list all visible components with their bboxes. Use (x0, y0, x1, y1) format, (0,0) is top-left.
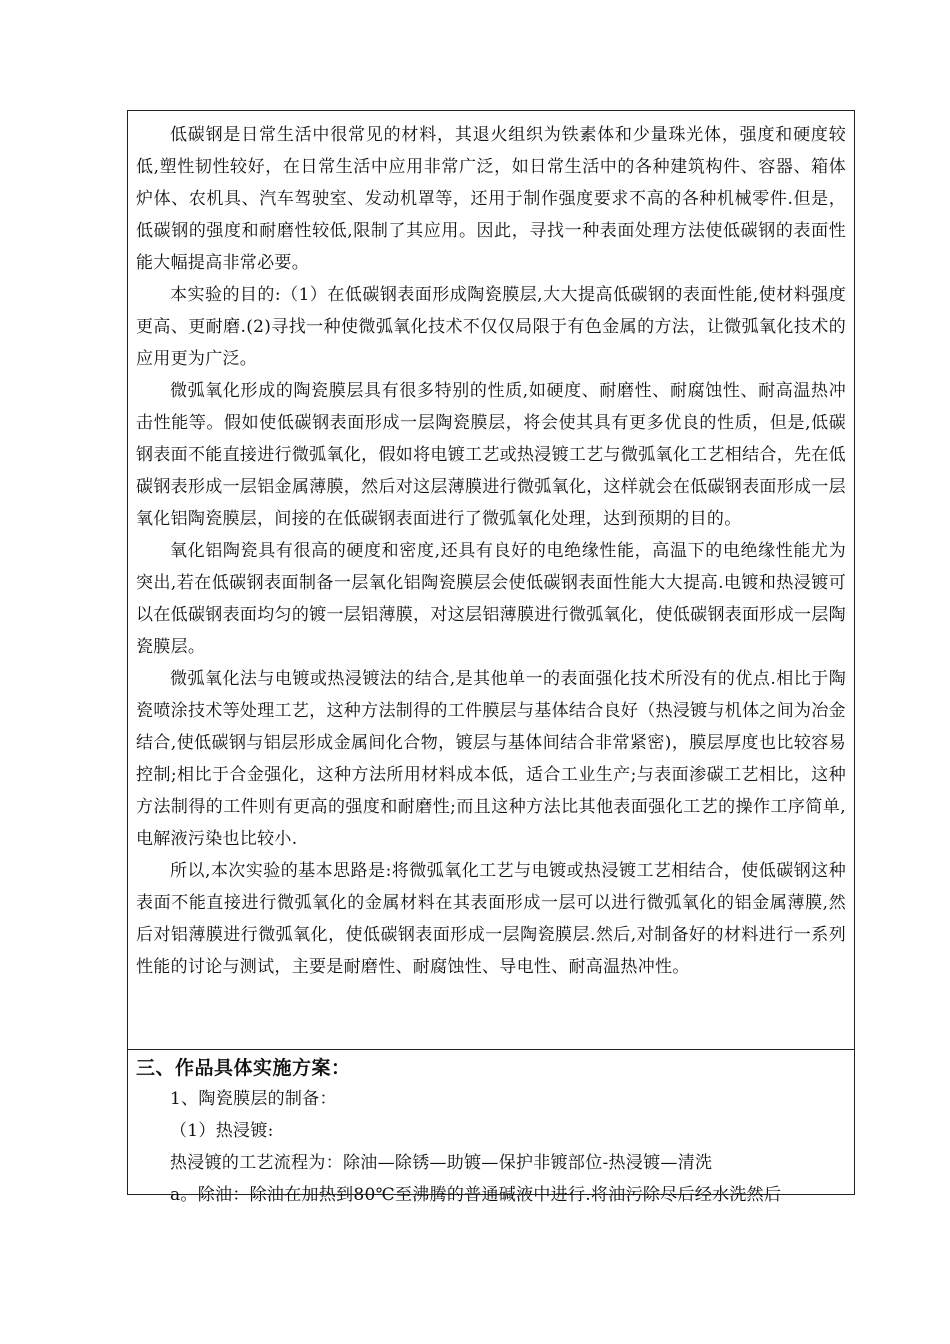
implementation-cell (136, 1053, 846, 1211)
subsection-title: 1、陶瓷膜层的制备： (170, 1089, 337, 1109)
intro-paragraph-2: 本实验的目的:（1）在低碳钢表面形成陶瓷膜层,大大提高低碳钢的表面性能,使材料强度更高、更耐磨.(2)寻找一种使微弧氧化技术不仅仅局限于有色金属的方法，让微弧氧化技术的应用更为广泛。 (136, 285, 846, 369)
table-row-divider (128, 1049, 854, 1050)
section-heading: 三、作品具体实施方案： (136, 1057, 351, 1079)
process-flow-text: 热浸镀的工艺流程为：除油—除锈—助镀—保护非镀部位-热浸镀—清洗 (170, 1153, 713, 1173)
intro-paragraph-3: 微弧氧化形成的陶瓷膜层具有很多特别的性质,如硬度、耐磨性、耐腐蚀性、耐高温热冲击性能等。假如使低碳钢表面形成一层陶瓷膜层，将会使其具有更多优良的性质，但是,低碳钢表面不能直接进行微弧氧化，假如将电镀工艺或热浸镀工艺与微弧氧化工艺相结合，先在低碳钢表形成一层铝金属薄膜，然后对这层薄膜进行微弧氧化，这样就会在低碳钢表面形成一层氧化铝陶瓷膜层，间接的在低碳钢表面进行了微弧氧化处理，达到预期的目的。 (136, 381, 846, 529)
intro-paragraph-6: 所以,本次实验的基本思路是:将微弧氧化工艺与电镀或热浸镀工艺相结合，使低碳钢这种表面不能直接进行微弧氧化的金属材料在其表面形成一层可以进行微弧氧化的铝金属薄膜,然后对铝薄膜进行微弧氧化，使低碳钢表面形成一层陶瓷膜层.然后,对制备好的材料进行一系列性能的讨论与测试，主要是耐磨性、耐腐蚀性、导电性、耐高温热冲性。 (136, 861, 846, 977)
content-table (127, 110, 855, 1205)
intro-paragraph-5: 微弧氧化法与电镀或热浸镀法的结合,是其他单一的表面强化技术所没有的优点.相比于陶瓷喷涂技术等处理工艺，这种方法制得的工件膜层与基体结合良好（热浸镀与机体之间为冶金结合,使低碳钢与铝层形成金属间化合物，镀层与基体间结合非常紧密)，膜层厚度也比较容易控制;相比于合金强化，这种方法所用材料成本低，适合工业生产;与表面渗碳工艺相比，这种方法制得的工件则有更高的强度和耐磨性;而且这种方法比其他表面强化工艺的操作工序简单,电解液污染也比较小. (136, 669, 846, 849)
intro-paragraph-4: 氧化铝陶瓷具有很高的硬度和密度,还具有良好的电绝缘性能，高温下的电绝缘性能尤为突出,若在低碳钢表面制备一层氧化铝陶瓷膜层会使低碳钢表面性能大大提高.电镀和热浸镀可以在低碳钢表面均匀的镀一层铝薄膜，对这层铝薄膜进行微弧氧化，使低碳钢表面形成一层陶瓷膜层。 (136, 541, 846, 657)
step-a-text: a。除油：除油在加热到80℃至沸腾的普通碱液中进行.将油污除尽后经水洗然后 (170, 1185, 782, 1205)
intro-paragraph-1: 低碳钢是日常生活中很常见的材料，其退火组织为铁素体和少量珠光体，强度和硬度较低,塑性韧性较好，在日常生活中应用非常广泛，如日常生活中的各种建筑构件、容器、箱体炉体、农机具、汽车驾驶室、发动机罩等，还用于制作强度要求不高的各种机械零件.但是，低碳钢的强度和耐磨性较低,限制了其应用。因此，寻找一种表面处理方法使低碳钢的表面性能大幅提高非常必要。 (136, 125, 846, 273)
intro-cell (136, 119, 846, 983)
subsubsection-title: （1）热浸镀: (170, 1121, 274, 1141)
